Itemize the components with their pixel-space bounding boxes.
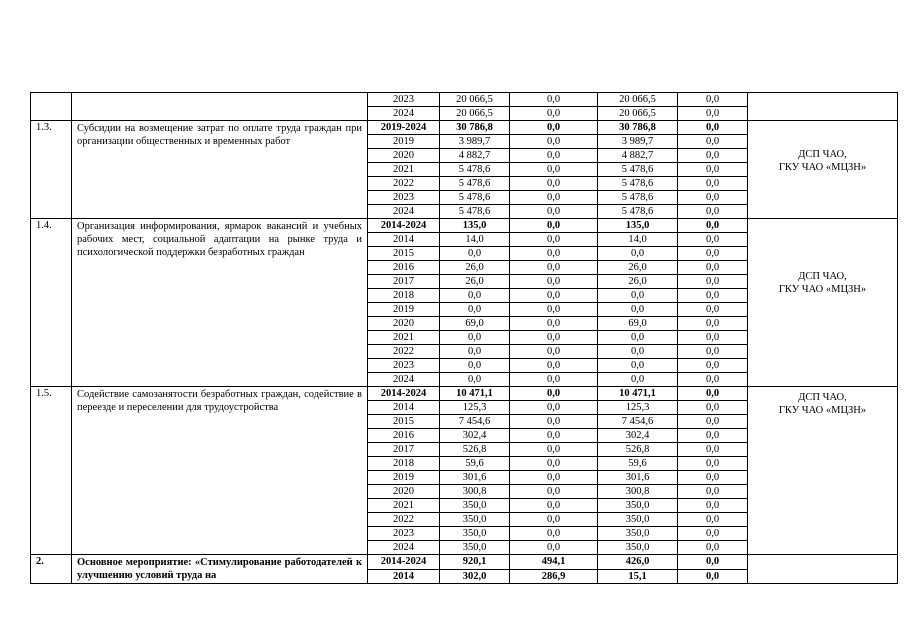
other-sources-cell: 0,0 [678, 317, 748, 331]
other-sources-cell: 0,0 [678, 247, 748, 261]
regional-budget-cell: 302,4 [598, 429, 678, 443]
regional-budget-cell: 125,3 [598, 401, 678, 415]
total-cell: 3 989,7 [440, 135, 510, 149]
total-cell: 526,8 [440, 443, 510, 457]
year-cell: 2021 [368, 331, 440, 345]
item-description: Содействие самозанятости безработных граждан, содействие в переезде и переселении для трудоустройства [72, 387, 368, 555]
executor-line: ДСП ЧАО, [798, 270, 847, 282]
executor-cell [748, 93, 898, 121]
year-cell: 2018 [368, 289, 440, 303]
other-sources-cell: 0,0 [678, 93, 748, 107]
executor-line: ГКУ ЧАО «МЦЗН» [778, 283, 867, 295]
other-sources-cell: 0,0 [678, 513, 748, 527]
item-number: 1.4. [31, 219, 72, 387]
total-cell: 20 066,5 [440, 93, 510, 107]
regional-budget-cell: 3 989,7 [598, 135, 678, 149]
executor-cell [748, 387, 898, 555]
federal-budget-cell: 286,9 [510, 569, 598, 584]
total-cell: 26,0 [440, 275, 510, 289]
regional-budget-cell: 300,8 [598, 485, 678, 499]
executor-line: ДСП ЧАО, [798, 392, 847, 403]
total-cell: 30 786,8 [440, 121, 510, 135]
total-cell: 26,0 [440, 261, 510, 275]
federal-budget-cell: 0,0 [510, 135, 598, 149]
total-cell: 69,0 [440, 317, 510, 331]
other-sources-cell: 0,0 [678, 415, 748, 429]
other-sources-cell: 0,0 [678, 485, 748, 499]
other-sources-cell: 0,0 [678, 275, 748, 289]
federal-budget-cell: 0,0 [510, 289, 598, 303]
year-cell: 2014-2024 [368, 387, 440, 401]
item-description: Субсидии на возмещение затрат по оплате труда граждан при организации общественных и временных работ [72, 121, 368, 219]
federal-budget-cell: 0,0 [510, 387, 598, 401]
federal-budget-cell: 0,0 [510, 191, 598, 205]
executor-cell [748, 121, 898, 219]
regional-budget-cell: 301,6 [598, 471, 678, 485]
year-cell: 2020 [368, 485, 440, 499]
budget-table [30, 92, 898, 584]
federal-budget-cell: 0,0 [510, 93, 598, 107]
other-sources-cell: 0,0 [678, 191, 748, 205]
other-sources-cell: 0,0 [678, 149, 748, 163]
total-cell: 920,1 [440, 555, 510, 570]
other-sources-cell: 0,0 [678, 163, 748, 177]
item-number [31, 93, 72, 121]
year-cell: 2022 [368, 345, 440, 359]
executor-line: ГКУ ЧАО «МЦЗН» [778, 161, 867, 173]
regional-budget-cell: 26,0 [598, 261, 678, 275]
federal-budget-cell: 0,0 [510, 373, 598, 387]
other-sources-cell: 0,0 [678, 345, 748, 359]
other-sources-cell: 0,0 [678, 303, 748, 317]
year-cell: 2014-2024 [368, 219, 440, 233]
year-cell: 2020 [368, 317, 440, 331]
total-cell: 59,6 [440, 457, 510, 471]
regional-budget-cell: 526,8 [598, 443, 678, 457]
federal-budget-cell: 0,0 [510, 317, 598, 331]
regional-budget-cell: 5 478,6 [598, 191, 678, 205]
table-row [31, 219, 898, 233]
other-sources-cell: 0,0 [678, 261, 748, 275]
other-sources-cell: 0,0 [678, 541, 748, 555]
item-description [72, 93, 368, 121]
year-cell: 2016 [368, 429, 440, 443]
year-cell: 2024 [368, 541, 440, 555]
total-cell: 20 066,5 [440, 107, 510, 121]
item-description: Основное мероприятие: «Стимулирование работодателей к улучшению условий труда на [72, 555, 368, 584]
regional-budget-cell: 426,0 [598, 555, 678, 570]
federal-budget-cell: 0,0 [510, 345, 598, 359]
table-row [31, 121, 898, 135]
year-cell: 2015 [368, 247, 440, 261]
regional-budget-cell: 30 786,8 [598, 121, 678, 135]
total-cell: 4 882,7 [440, 149, 510, 163]
regional-budget-cell: 5 478,6 [598, 177, 678, 191]
other-sources-cell: 0,0 [678, 289, 748, 303]
year-cell: 2017 [368, 275, 440, 289]
year-cell: 2019-2024 [368, 121, 440, 135]
regional-budget-cell: 5 478,6 [598, 205, 678, 219]
total-cell: 350,0 [440, 499, 510, 513]
regional-budget-cell: 0,0 [598, 331, 678, 345]
other-sources-cell: 0,0 [678, 177, 748, 191]
federal-budget-cell: 0,0 [510, 541, 598, 555]
other-sources-cell: 0,0 [678, 373, 748, 387]
other-sources-cell: 0,0 [678, 555, 748, 570]
regional-budget-cell: 14,0 [598, 233, 678, 247]
item-number: 1.5. [31, 387, 72, 555]
federal-budget-cell: 0,0 [510, 331, 598, 345]
total-cell: 0,0 [440, 247, 510, 261]
total-cell: 350,0 [440, 541, 510, 555]
regional-budget-cell: 26,0 [598, 275, 678, 289]
total-cell: 302,0 [440, 569, 510, 584]
federal-budget-cell: 0,0 [510, 219, 598, 233]
other-sources-cell: 0,0 [678, 219, 748, 233]
year-cell: 2023 [368, 359, 440, 373]
year-cell: 2019 [368, 471, 440, 485]
regional-budget-cell: 0,0 [598, 247, 678, 261]
federal-budget-cell: 0,0 [510, 429, 598, 443]
regional-budget-cell: 0,0 [598, 359, 678, 373]
year-cell: 2021 [368, 163, 440, 177]
other-sources-cell: 0,0 [678, 121, 748, 135]
regional-budget-cell: 350,0 [598, 513, 678, 527]
other-sources-cell: 0,0 [678, 205, 748, 219]
regional-budget-cell: 20 066,5 [598, 93, 678, 107]
other-sources-cell: 0,0 [678, 443, 748, 457]
other-sources-cell: 0,0 [678, 387, 748, 401]
total-cell: 5 478,6 [440, 177, 510, 191]
regional-budget-cell: 15,1 [598, 569, 678, 584]
total-cell: 5 478,6 [440, 163, 510, 177]
other-sources-cell: 0,0 [678, 107, 748, 121]
executor-cell [748, 219, 898, 387]
federal-budget-cell: 0,0 [510, 471, 598, 485]
federal-budget-cell: 0,0 [510, 359, 598, 373]
regional-budget-cell: 0,0 [598, 373, 678, 387]
federal-budget-cell: 0,0 [510, 247, 598, 261]
regional-budget-cell: 135,0 [598, 219, 678, 233]
total-cell: 301,6 [440, 471, 510, 485]
table-row [31, 387, 898, 401]
total-cell: 350,0 [440, 513, 510, 527]
year-cell: 2014 [368, 401, 440, 415]
executor-cell [748, 555, 898, 584]
regional-budget-cell: 4 882,7 [598, 149, 678, 163]
other-sources-cell: 0,0 [678, 233, 748, 247]
table-row [31, 555, 898, 570]
total-cell: 300,8 [440, 485, 510, 499]
federal-budget-cell: 494,1 [510, 555, 598, 570]
federal-budget-cell: 0,0 [510, 499, 598, 513]
federal-budget-cell: 0,0 [510, 443, 598, 457]
year-cell: 2019 [368, 303, 440, 317]
total-cell: 14,0 [440, 233, 510, 247]
regional-budget-cell: 0,0 [598, 303, 678, 317]
total-cell: 0,0 [440, 373, 510, 387]
regional-budget-cell: 69,0 [598, 317, 678, 331]
executor-line: ГКУ ЧАО «МЦЗН» [778, 405, 867, 416]
other-sources-cell: 0,0 [678, 499, 748, 513]
other-sources-cell: 0,0 [678, 359, 748, 373]
other-sources-cell: 0,0 [678, 429, 748, 443]
total-cell: 0,0 [440, 359, 510, 373]
federal-budget-cell: 0,0 [510, 107, 598, 121]
other-sources-cell: 0,0 [678, 135, 748, 149]
federal-budget-cell: 0,0 [510, 121, 598, 135]
year-cell: 2014 [368, 233, 440, 247]
regional-budget-cell: 5 478,6 [598, 163, 678, 177]
federal-budget-cell: 0,0 [510, 527, 598, 541]
total-cell: 350,0 [440, 527, 510, 541]
regional-budget-cell: 350,0 [598, 527, 678, 541]
other-sources-cell: 0,0 [678, 569, 748, 584]
other-sources-cell: 0,0 [678, 401, 748, 415]
federal-budget-cell: 0,0 [510, 457, 598, 471]
federal-budget-cell: 0,0 [510, 415, 598, 429]
year-cell: 2017 [368, 443, 440, 457]
regional-budget-cell: 20 066,5 [598, 107, 678, 121]
federal-budget-cell: 0,0 [510, 177, 598, 191]
other-sources-cell: 0,0 [678, 527, 748, 541]
year-cell: 2014 [368, 569, 440, 584]
year-cell: 2018 [368, 457, 440, 471]
other-sources-cell: 0,0 [678, 471, 748, 485]
year-cell: 2023 [368, 93, 440, 107]
federal-budget-cell: 0,0 [510, 401, 598, 415]
year-cell: 2022 [368, 177, 440, 191]
total-cell: 0,0 [440, 289, 510, 303]
regional-budget-cell: 7 454,6 [598, 415, 678, 429]
other-sources-cell: 0,0 [678, 331, 748, 345]
executor-line: ДСП ЧАО, [798, 148, 847, 160]
item-description: Организация информирования, ярмарок вакансий и учебных рабочих мест, социальной адаптации на рынке труда и психологической поддержки безработных граждан [72, 219, 368, 387]
year-cell: 2020 [368, 149, 440, 163]
regional-budget-cell: 350,0 [598, 541, 678, 555]
federal-budget-cell: 0,0 [510, 513, 598, 527]
regional-budget-cell: 0,0 [598, 345, 678, 359]
year-cell: 2015 [368, 415, 440, 429]
federal-budget-cell: 0,0 [510, 205, 598, 219]
federal-budget-cell: 0,0 [510, 163, 598, 177]
year-cell: 2022 [368, 513, 440, 527]
total-cell: 0,0 [440, 345, 510, 359]
year-cell: 2021 [368, 499, 440, 513]
total-cell: 125,3 [440, 401, 510, 415]
total-cell: 5 478,6 [440, 191, 510, 205]
total-cell: 5 478,6 [440, 205, 510, 219]
item-number: 1.3. [31, 121, 72, 219]
federal-budget-cell: 0,0 [510, 303, 598, 317]
year-cell: 2024 [368, 205, 440, 219]
regional-budget-cell: 59,6 [598, 457, 678, 471]
year-cell: 2019 [368, 135, 440, 149]
federal-budget-cell: 0,0 [510, 261, 598, 275]
year-cell: 2024 [368, 107, 440, 121]
federal-budget-cell: 0,0 [510, 485, 598, 499]
year-cell: 2024 [368, 373, 440, 387]
total-cell: 302,4 [440, 429, 510, 443]
total-cell: 10 471,1 [440, 387, 510, 401]
other-sources-cell: 0,0 [678, 457, 748, 471]
item-number: 2. [31, 555, 72, 584]
federal-budget-cell: 0,0 [510, 275, 598, 289]
total-cell: 0,0 [440, 303, 510, 317]
year-cell: 2023 [368, 527, 440, 541]
regional-budget-cell: 350,0 [598, 499, 678, 513]
federal-budget-cell: 0,0 [510, 233, 598, 247]
total-cell: 0,0 [440, 331, 510, 345]
table-row [31, 93, 898, 107]
federal-budget-cell: 0,0 [510, 149, 598, 163]
total-cell: 7 454,6 [440, 415, 510, 429]
year-cell: 2016 [368, 261, 440, 275]
regional-budget-cell: 0,0 [598, 289, 678, 303]
year-cell: 2014-2024 [368, 555, 440, 570]
year-cell: 2023 [368, 191, 440, 205]
regional-budget-cell: 10 471,1 [598, 387, 678, 401]
total-cell: 135,0 [440, 219, 510, 233]
